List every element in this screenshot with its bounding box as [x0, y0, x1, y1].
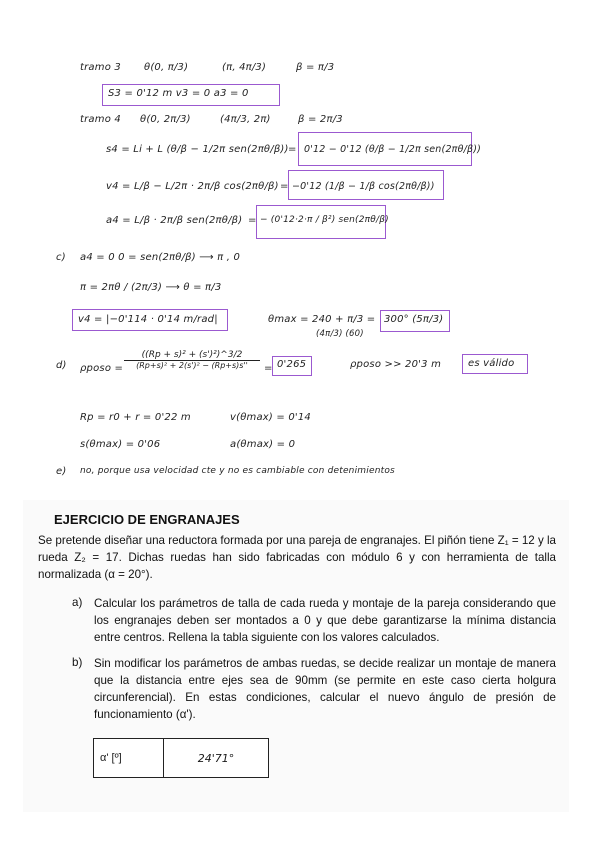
tramo4-beta: β = 2π/3 — [298, 114, 343, 125]
rho-numerator: ((Rp + s)² + (s')²)^3/2 — [124, 350, 260, 361]
c-line2: π = 2πθ / (2π/3) ⟶ θ = π/3 — [80, 282, 222, 293]
d-label: d) — [56, 360, 67, 371]
rho-result: 0'265 — [277, 359, 307, 370]
rho-denominator: (Rp+s)² + 2(s')² − (Rp+s)s'' — [136, 361, 248, 370]
alpha-prime-label: α' [º] — [94, 739, 164, 778]
equals-1: = — [288, 144, 297, 155]
v4-rhs: −0'12 (1/β − 1/β cos(2πθ/β)) — [292, 181, 435, 192]
item-b-marker: b) — [72, 656, 83, 669]
item-b-text: Sin modificar los parámetros de ambas ruedas, se decide realizar un montaje de manera que la distancia entre ejes sea de 90mm (se permite en este caso cierta holgura circunferencial). En estas condiciones, calcular el nuevo ángulo de presión de funcionamiento (α'). — [94, 657, 556, 721]
item-a-text: Calcular los parámetros de talla de cada rueda y montaje de la pareja considerando que los engranajes deben ser montados a 0 y que debe garantizarse la mínima distancia entre centros. Rellena la tabla siguiente con los valores calculados. — [94, 597, 556, 644]
c-line1: a4 = 0 0 = sen(2πθ/β) ⟶ π , 0 — [80, 252, 241, 263]
a-max: a(θmax) = 0 — [230, 439, 296, 450]
alpha-prime-value[interactable]: 24'71° — [164, 739, 269, 778]
a4-lhs: a4 = L/β · 2π/β sen(2πθ/β) — [106, 215, 243, 226]
tramo3-beta: β = π/3 — [296, 62, 335, 73]
equals-2: = — [280, 181, 289, 192]
exercise-title: EJERCICIO DE ENGRANAJES — [54, 512, 240, 527]
s-max: s(θmax) = 0'06 — [80, 439, 161, 450]
equals-4: = — [264, 363, 273, 374]
answer-row — [94, 739, 269, 778]
s4-rhs: 0'12 − 0'12 (θ/β − 1/2π sen(2πθ/β)) — [304, 144, 482, 155]
rp-line: Rp = r0 + r = 0'22 m — [80, 412, 191, 423]
item-a-marker: a) — [72, 596, 83, 609]
valido: es válido — [468, 358, 515, 369]
answer-table — [93, 738, 269, 778]
theta-max-result: 300° (5π/3) — [384, 314, 444, 325]
rho-compare: ρposo >> 20'3 m — [350, 359, 442, 370]
s4-lhs: s4 = Li + L (θ/β − 1/2π sen(2πθ/β)) — [106, 144, 289, 155]
tramo4-label: tramo 4 — [80, 114, 121, 125]
tramo3-label: tramo 3 — [80, 62, 121, 73]
exercise-intro: Se pretende diseñar una reductora formada por una pareja de engranajes. El piñón tiene Z₁ = 12 y la rueda Z₂ = 17. Dichas ruedas han sido fabricadas con módulo 6 y con herramienta de talla normalizada (α = 20°). — [38, 534, 556, 581]
tramo4-range2: (4π/3, 2π) — [220, 114, 271, 125]
v4-result: v4 = |−0'114 · 0'14 m/rad| — [78, 314, 218, 325]
v-max: v(θmax) = 0'14 — [230, 412, 311, 423]
theta-max: θmax = 240 + π/3 = — [268, 314, 376, 325]
tramo3-result: S3 = 0'12 m v3 = 0 a3 = 0 — [108, 88, 249, 99]
v4-lhs: v4 = L/β − L/2π · 2π/β cos(2πθ/β) — [106, 181, 279, 192]
c-label: c) — [56, 252, 66, 263]
theta-max-den: (4π/3) (60) — [316, 329, 364, 339]
tramo3-range2: (π, 4π/3) — [222, 62, 267, 73]
a4-rhs: − (0'12·2·π / β²) sen(2πθ/β) — [260, 215, 389, 225]
tramo4-range1: θ(0, 2π/3) — [140, 114, 191, 125]
e-label: e) — [56, 466, 67, 477]
rho-label: ρposo = — [80, 363, 124, 374]
rho-fraction — [124, 350, 260, 370]
equals-3: = — [248, 215, 257, 226]
e-text: no, porque usa velocidad cte y no es cambiable con detenimientos — [80, 466, 395, 476]
tramo3-range1: θ(0, π/3) — [144, 62, 189, 73]
